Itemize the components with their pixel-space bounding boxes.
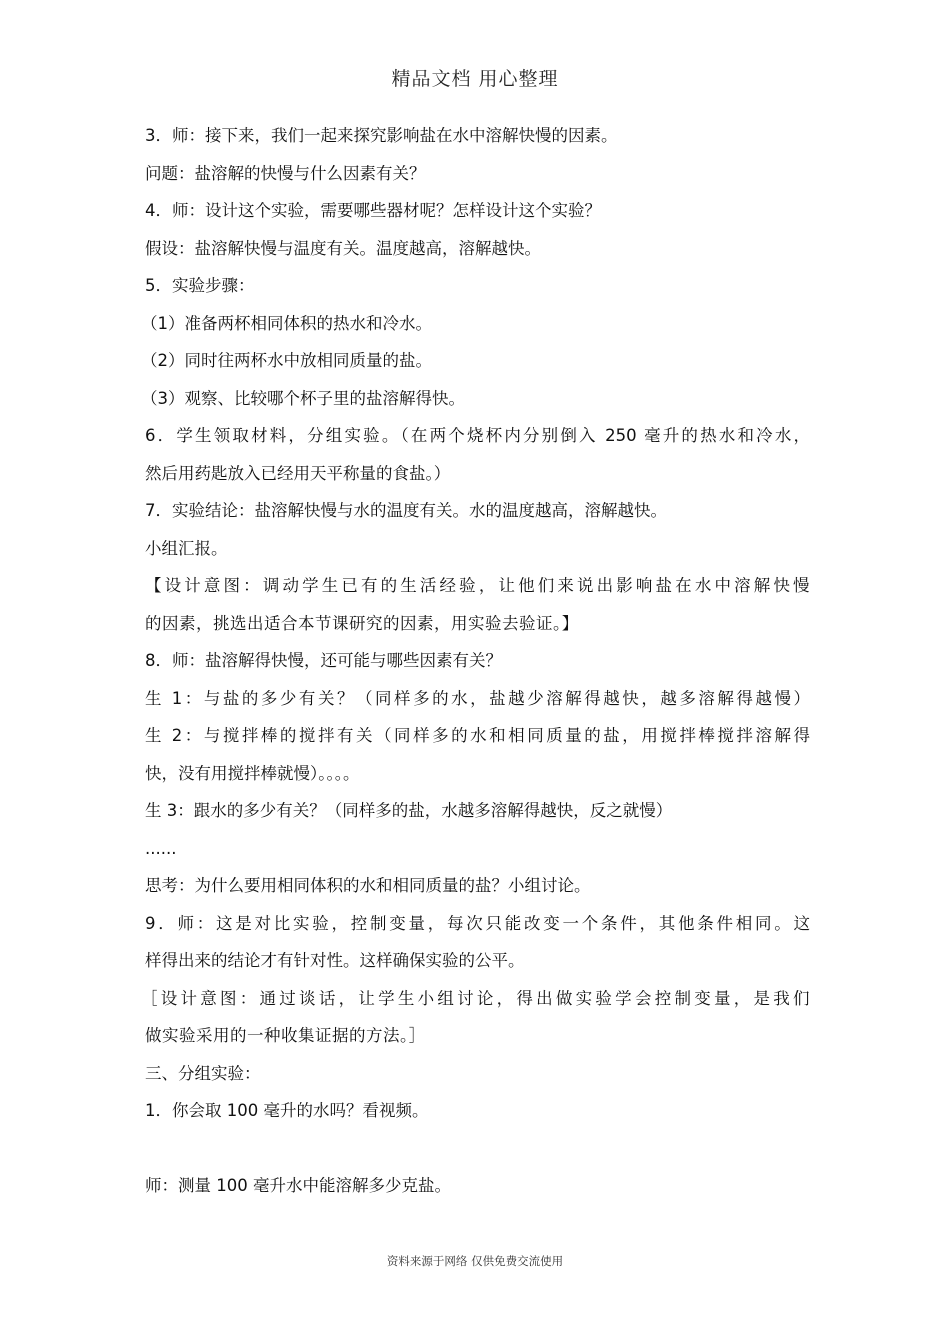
text-line: 9．师：这是对比实验，控制变量，每次只能改变一个条件，其他条件相同。这: [145, 913, 810, 933]
text-line: 4．师：设计这个实验，需要哪些器材呢？怎样设计这个实验？: [145, 201, 601, 220]
text-line: 7．实验结论：盐溶解快慢与水的温度有关。水的温度越高，溶解越快。: [145, 501, 667, 520]
text-line: ......: [145, 838, 177, 858]
text-line: 3．师：接下来，我们一起来探究影响盐在水中溶解快慢的因素。: [145, 126, 618, 145]
page-footer: 资料来源于网络 仅供免费交流使用: [386, 1254, 564, 1268]
design-intent-line: ［设计意图：通过谈话，让学生小组讨论，得出做实验学会控制变量，是我们: [141, 988, 810, 1008]
text-line: 小组汇报。: [145, 538, 228, 558]
text-line: 8．师：盐溶解得快慢，还可能与哪些因素有关？: [145, 651, 502, 670]
text-line: 生 3：跟水的多少有关？（同样多的盐，水越多溶解得越快，反之就慢）: [145, 801, 673, 820]
text-line: （2）同时往两杯水中放相同质量的盐。: [141, 351, 432, 370]
text-line: 问题：盐溶解的快慢与什么因素有关？: [145, 163, 426, 183]
text-line: 思考：为什么要用相同体积的水和相同质量的盐？小组讨论。: [145, 876, 591, 895]
design-intent-line: 【设计意图：调动学生已有的生活经验，让他们来说出影响盐在水中溶解快慢: [145, 576, 810, 595]
text-line: （3）观察、比较哪个杯子里的盐溶解得快。: [141, 388, 465, 408]
text-line: 师：测量 100 毫升水中能溶解多少克盐。: [145, 1176, 451, 1195]
text-line: 5．实验步骤：: [145, 276, 255, 295]
design-intent-line: 的因素，挑选出适合本节课研究的因素，用实验去验证。】: [145, 613, 579, 633]
text-line: （1）准备两杯相同体积的热水和冷水。: [141, 313, 432, 333]
section-heading: 三、分组实验：: [145, 1063, 261, 1083]
text-line: 假设：盐溶解快慢与温度有关。温度越高，溶解越快。: [145, 238, 541, 258]
text-line: 生 2：与搅拌棒的搅拌有关（同样多的水和相同质量的盐，用搅拌棒搅拌溶解得: [145, 726, 810, 745]
text-line: 生 1：与盐的多少有关？（同样多的水，盐越少溶解得越快，越多溶解得越慢）: [145, 688, 810, 708]
blank-line: [145, 1130, 810, 1168]
design-intent-line: 做实验采用的一种收集证据的方法。］: [145, 1026, 426, 1045]
text-line: 快，没有用搅拌棒就慢）。。。。: [145, 763, 360, 783]
page-header: 精品文档 用心整理: [391, 68, 559, 90]
text-line: 然后用药匙放入已经用天平称量的食盐。）: [145, 463, 451, 483]
text-line: 1．你会取 100 毫升的水吗？看视频。: [145, 1101, 429, 1120]
document-body: [141, 117, 810, 1205]
text-line: 样得出来的结论才有针对性。这样确保实验的公平。: [145, 951, 525, 970]
text-line: 6．学生领取材料，分组实验。（在两个烧杯内分别倒入 250 毫升的热水和冷水，: [145, 426, 810, 445]
